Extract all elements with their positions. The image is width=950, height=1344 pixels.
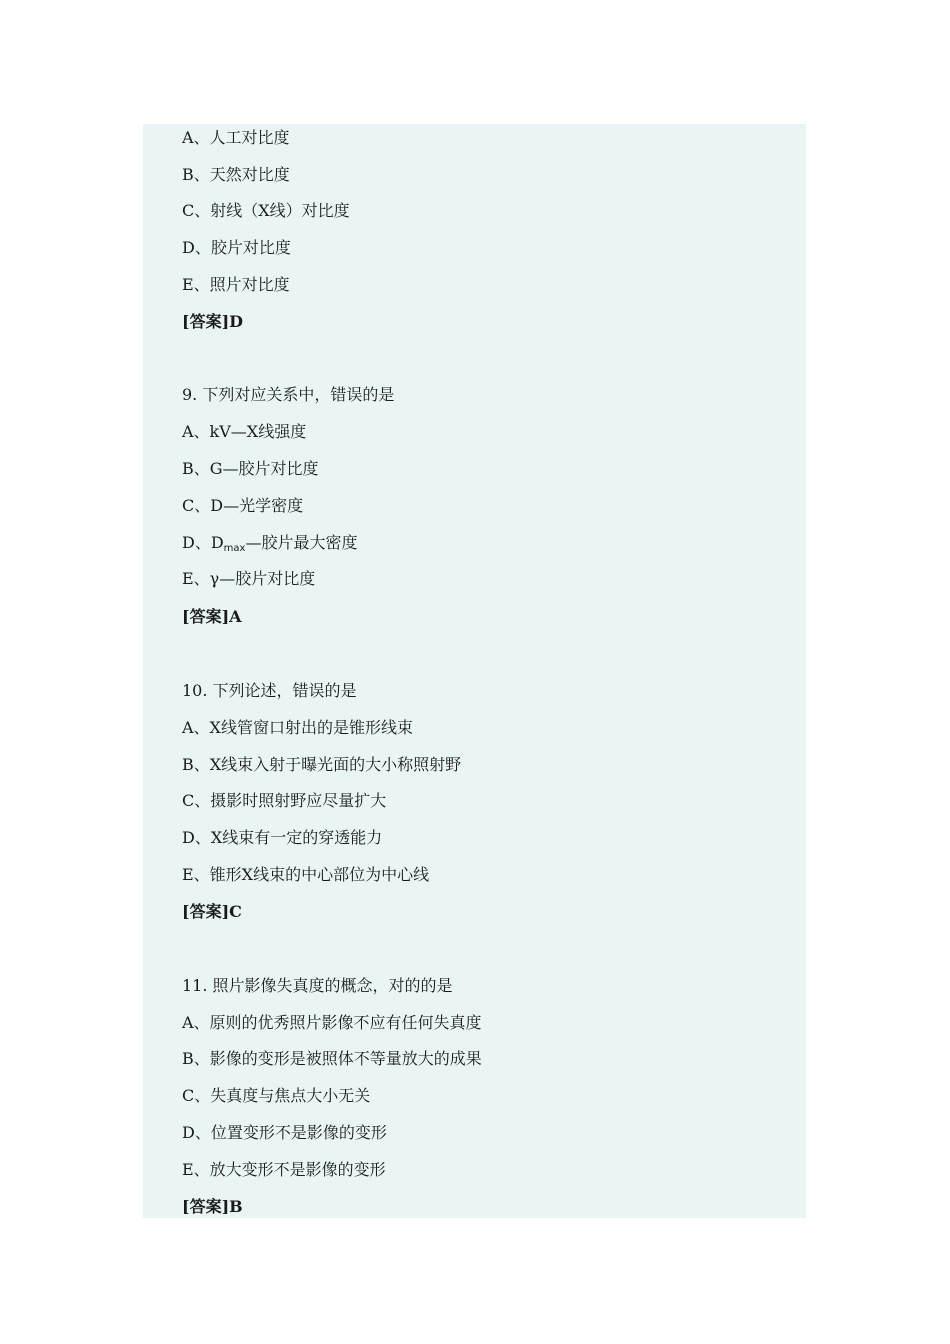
q8-option-b: B、天然对比度 [182, 165, 290, 184]
q10-option-b: B、X线束入射于曝光面的大小称照射野 [182, 755, 462, 774]
q11-option-b: B、影像的变形是被照体不等量放大的成果 [182, 1049, 482, 1068]
answer-value: A [229, 607, 242, 626]
q10-option-a: A、X线管窗口射出的是锥形线束 [182, 718, 413, 737]
q9-option-d [182, 532, 357, 560]
q9-option-e: E、γ—胶片对比度 [182, 569, 316, 588]
q9-option-d-subscript: max [223, 543, 246, 554]
q8-option-c: C、射线（X线）对比度 [182, 201, 350, 220]
q8-option-d: D、胶片对比度 [182, 238, 291, 257]
q8-option-e: E、照片对比度 [182, 275, 290, 294]
answer-label: [答案] [182, 312, 230, 331]
answer-value: B [229, 1197, 243, 1216]
q9-option-d-suffix: —胶片最大密度 [245, 533, 358, 552]
answer-value: D [229, 312, 244, 331]
q11-option-d: D、位置变形不是影像的变形 [182, 1123, 387, 1142]
q11-question: 11. 照片影像失真度的概念，对的的是 [182, 976, 453, 995]
q11-option-e: E、放大变形不是影像的变形 [182, 1160, 386, 1179]
q9-option-d-prefix: D、D [182, 533, 224, 552]
q9-option-b: B、G—胶片对比度 [182, 459, 319, 478]
q9-question: 9. 下列对应关系中，错误的是 [182, 385, 395, 404]
q9-option-c: C、D—光学密度 [182, 496, 304, 515]
q11-option-c: C、失真度与焦点大小无关 [182, 1086, 371, 1105]
answer-label: [答案] [182, 1197, 230, 1216]
q10-option-e: E、锥形X线束的中心部位为中心线 [182, 865, 430, 884]
answer-label: [答案] [182, 607, 230, 626]
q10-question: 10. 下列论述，错误的是 [182, 681, 357, 700]
q10-answer [182, 901, 242, 923]
q9-answer [182, 606, 242, 628]
q11-option-a: A、原则的优秀照片影像不应有任何失真度 [182, 1013, 482, 1032]
q10-option-c: C、摄影时照射野应尽量扩大 [182, 791, 387, 810]
q10-option-d: D、X线束有一定的穿透能力 [182, 828, 383, 847]
q9-option-a: A、kV—X线强度 [182, 422, 307, 441]
answer-label: [答案] [182, 902, 230, 921]
answer-value: C [229, 902, 242, 921]
q8-option-a: A、人工对比度 [182, 128, 290, 147]
q8-answer [182, 311, 243, 333]
q11-answer [182, 1196, 243, 1218]
